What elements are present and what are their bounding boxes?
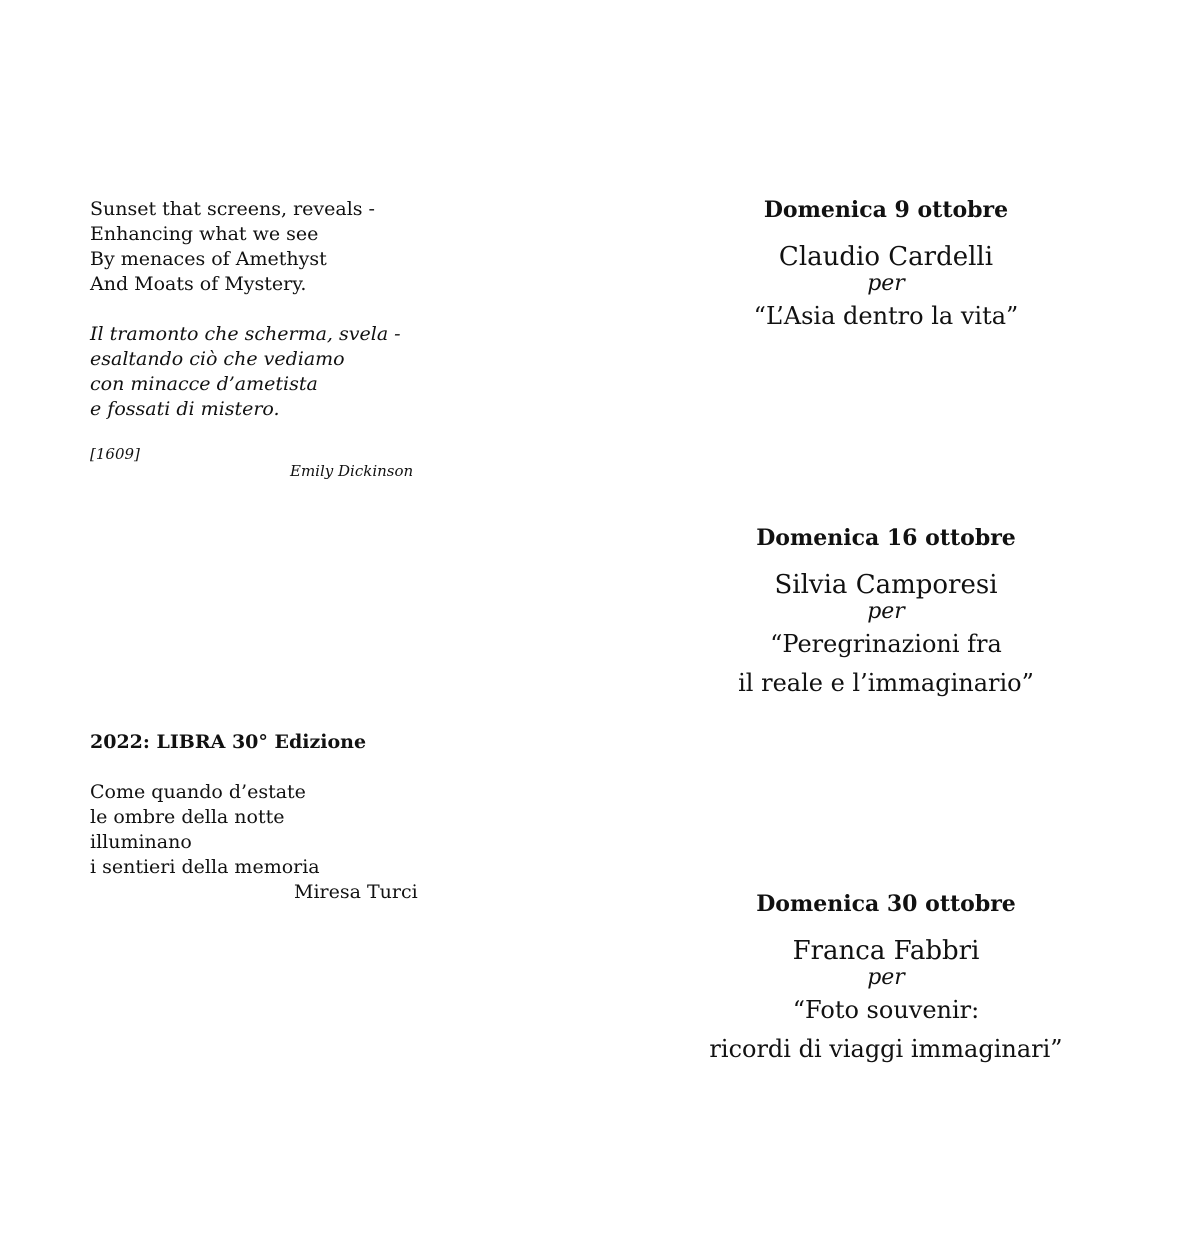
event-speaker: Franca Fabbri (792, 936, 980, 966)
event-per: per (867, 965, 905, 990)
event-per: per (867, 599, 905, 624)
event-block (686, 196, 1086, 336)
poem-author: Emily Dickinson (290, 462, 414, 480)
event-date: Domenica 16 ottobre (756, 525, 1016, 551)
event-block (686, 524, 1086, 703)
edition-heading: 2022: LIBRA 30° Edizione (90, 731, 367, 753)
event-block (686, 890, 1086, 1069)
poem-number: [1609] (90, 445, 140, 463)
event-date: Domenica 9 ottobre (763, 197, 1009, 223)
event-speaker: Claudio Cardelli (778, 242, 994, 272)
poem-second-author: Miresa Turci (294, 881, 418, 903)
event-title: “Peregrinazioni fra il reale e l’immaginario” (738, 630, 1034, 697)
event-title: “L’Asia dentro la vita” (753, 302, 1019, 330)
poem-italian: Il tramonto che scherma, svela - esaltando ciò che vediamo con minacce d’ametista e fossati di mistero. (90, 323, 401, 420)
poem-english: Sunset that screens, reveals - Enhancing what we see By menaces of Amethyst And Moats of Mystery. (90, 198, 375, 295)
event-speaker: Silvia Camporesi (774, 570, 998, 600)
event-title: “Foto souvenir: ricordi di viaggi immaginari” (709, 996, 1063, 1063)
event-date: Domenica 30 ottobre (756, 891, 1016, 917)
event-per: per (867, 271, 905, 296)
poem-second: Come quando d’estate le ombre della notte illuminano i sentieri della memoria (90, 781, 320, 878)
